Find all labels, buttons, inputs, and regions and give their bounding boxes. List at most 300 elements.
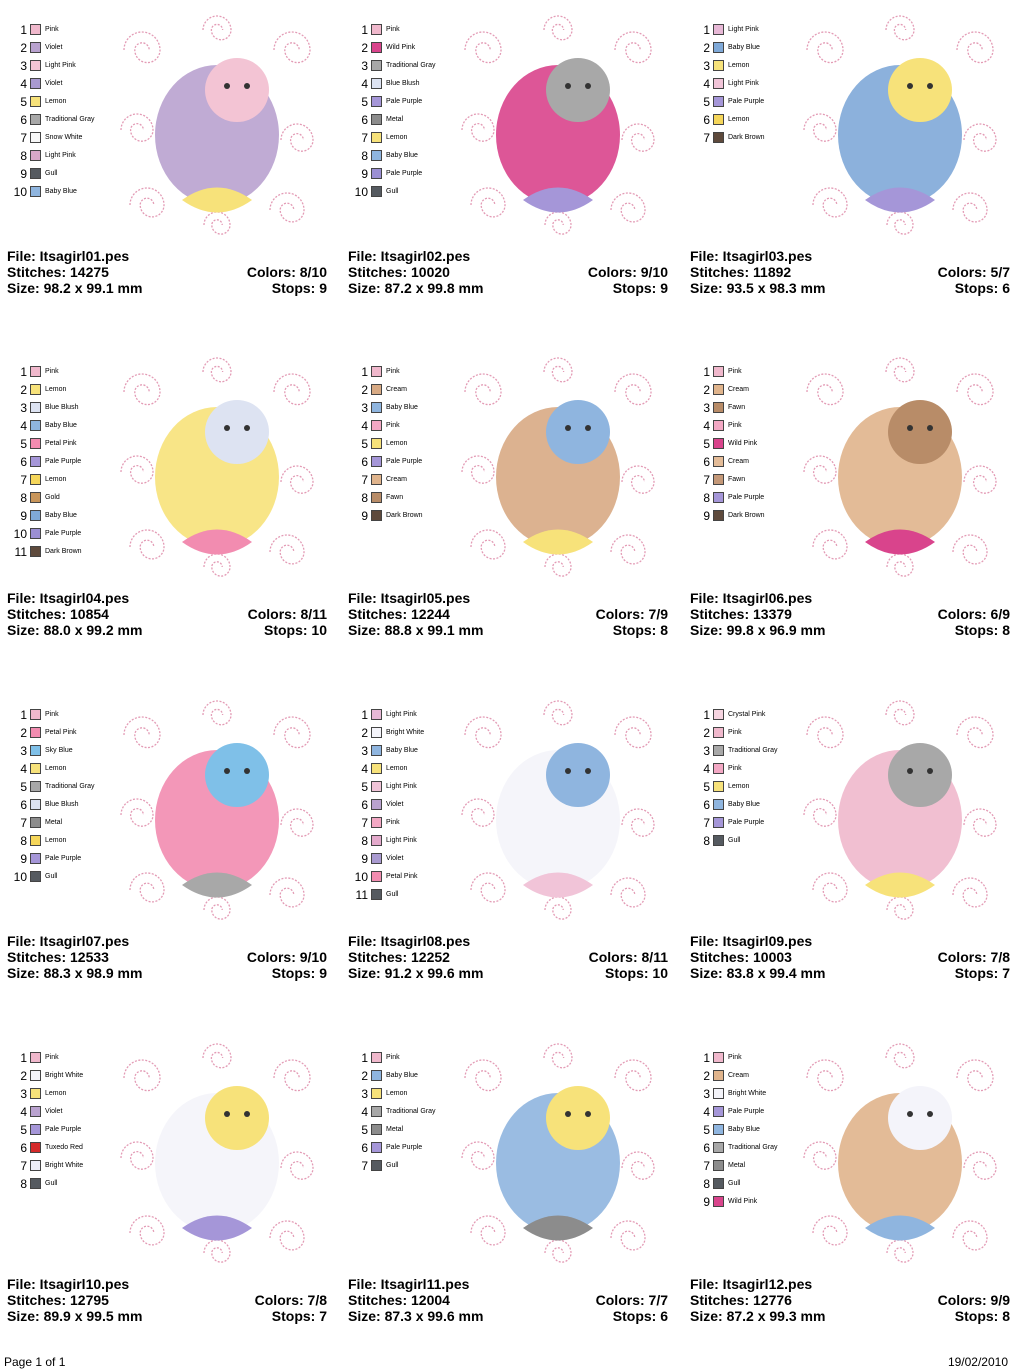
- thread-name: Pale Purple: [386, 98, 423, 105]
- thread-color-row: [8, 797, 128, 815]
- thread-color-row: [691, 40, 811, 58]
- color-count: Colors: 5/7: [937, 264, 1010, 280]
- kitten-hearts-icon: [795, 695, 1005, 925]
- thread-name: Metal: [728, 1162, 746, 1169]
- thread-index: 4: [703, 762, 710, 776]
- thread-name: Baby Blue: [728, 801, 760, 808]
- thread-color-row: [691, 779, 811, 797]
- thread-swatch: [371, 1160, 382, 1171]
- thread-index: 4: [20, 77, 27, 91]
- thread-name: Pale Purple: [45, 458, 82, 465]
- thread-name: Violet: [45, 80, 63, 87]
- thread-color-row: [8, 472, 128, 490]
- thread-index: 6: [703, 455, 710, 469]
- thread-name: Bright White: [386, 729, 425, 736]
- thread-index: 6: [703, 798, 710, 812]
- thread-color-row: [349, 364, 469, 382]
- thread-color-row: [8, 166, 128, 184]
- thread-color-row: [349, 436, 469, 454]
- thread-index: 8: [703, 491, 710, 505]
- thread-name: Pale Purple: [728, 494, 765, 501]
- stop-count: Stops: 10: [604, 965, 668, 981]
- design-card: [683, 1028, 1024, 1370]
- stop-count: Stops: 8: [954, 622, 1010, 638]
- thread-swatch: [30, 871, 41, 882]
- thread-index: 5: [20, 95, 27, 109]
- thread-color-row: [349, 22, 469, 40]
- thread-index: 9: [361, 509, 368, 523]
- design-size: Size: 88.8 x 99.1 mm: [348, 622, 484, 638]
- thread-name: Crystal Pink: [728, 711, 766, 718]
- thread-color-row: [8, 851, 128, 869]
- thread-swatch: [30, 492, 41, 503]
- thread-swatch: [713, 492, 724, 503]
- thread-index: 2: [703, 1069, 710, 1083]
- thread-swatch: [30, 366, 41, 377]
- thread-swatch: [371, 150, 382, 161]
- thread-swatch: [713, 474, 724, 485]
- thread-swatch: [371, 1106, 382, 1117]
- thread-color-row: [8, 869, 128, 887]
- thread-name: Fawn: [386, 494, 404, 501]
- design-card: [341, 1028, 682, 1370]
- thread-color-row: [349, 1140, 469, 1158]
- thread-name: Baby Blue: [386, 1072, 418, 1079]
- stop-count: Stops: 9: [612, 280, 668, 296]
- thread-color-row: [349, 76, 469, 94]
- thread-swatch: [30, 745, 41, 756]
- thread-index: 8: [703, 1177, 710, 1191]
- thread-swatch: [713, 402, 724, 413]
- thread-color-row: [8, 418, 128, 436]
- design-size: Size: 87.2 x 99.8 mm: [348, 280, 484, 296]
- thread-swatch: [713, 799, 724, 810]
- thread-color-row: [8, 364, 128, 382]
- thread-index: 8: [361, 491, 368, 505]
- thread-name: Pale Purple: [728, 98, 765, 105]
- thread-swatch: [371, 492, 382, 503]
- color-count: Colors: 7/7: [595, 1292, 668, 1308]
- thread-color-row: [8, 1122, 128, 1140]
- thread-name: Gull: [386, 1162, 399, 1169]
- thread-color-row: [691, 1104, 811, 1122]
- thread-color-row: [691, 707, 811, 725]
- thread-swatch: [371, 781, 382, 792]
- thread-name: Petal Pink: [386, 873, 418, 880]
- design-size: Size: 91.2 x 99.6 mm: [348, 965, 484, 981]
- thread-color-row: [349, 833, 469, 851]
- thread-index: 7: [20, 1159, 27, 1173]
- thread-index: 2: [20, 383, 27, 397]
- thread-color-row: [349, 869, 469, 887]
- color-count: Colors: 9/9: [937, 1292, 1010, 1308]
- thread-color-row: [349, 382, 469, 400]
- thread-name: Fawn: [728, 476, 746, 483]
- thread-index: 1: [20, 708, 27, 722]
- thread-index: 8: [703, 834, 710, 848]
- thread-name: Light Pink: [728, 80, 759, 87]
- thread-swatch: [713, 366, 724, 377]
- thread-index: 8: [361, 149, 368, 163]
- thread-name: Dark Brown: [728, 512, 765, 519]
- thread-index: 4: [20, 1105, 27, 1119]
- file-name: File: Itsagirl01.pes: [7, 248, 130, 264]
- thread-color-row: [691, 472, 811, 490]
- thread-index: 9: [20, 852, 27, 866]
- thread-color-row: [691, 490, 811, 508]
- thread-color-row: [691, 418, 811, 436]
- thread-name: Petal Pink: [45, 440, 77, 447]
- thread-name: Traditional Gray: [386, 1108, 436, 1115]
- thread-name: Wild Pink: [728, 1198, 758, 1205]
- thread-name: Pink: [45, 26, 59, 33]
- thread-index: 2: [703, 726, 710, 740]
- thread-index: 10: [13, 870, 27, 884]
- thread-color-row: [691, 22, 811, 40]
- thread-swatch: [371, 438, 382, 449]
- thread-color-row: [349, 508, 469, 526]
- thread-name: Lemon: [728, 62, 750, 69]
- thread-index: 6: [20, 1141, 27, 1155]
- thread-index: 9: [20, 509, 27, 523]
- chick-heart-icon: [795, 10, 1005, 240]
- thread-name: Lemon: [386, 134, 408, 141]
- thread-swatch: [30, 817, 41, 828]
- thread-index: 4: [20, 762, 27, 776]
- thread-index: 7: [703, 1159, 710, 1173]
- thread-color-row: [8, 58, 128, 76]
- thread-name: Dark Brown: [386, 512, 423, 519]
- thread-index: 4: [703, 419, 710, 433]
- file-name: File: Itsagirl12.pes: [690, 1276, 813, 1292]
- thread-index: 2: [20, 1069, 27, 1083]
- thread-swatch: [30, 384, 41, 395]
- thread-swatch: [371, 366, 382, 377]
- stop-count: Stops: 10: [263, 622, 327, 638]
- thread-index: 9: [703, 1195, 710, 1209]
- thread-name: Sky Blue: [45, 747, 73, 754]
- thread-index: 9: [20, 167, 27, 181]
- thread-index: 6: [361, 1141, 368, 1155]
- thread-color-row: [8, 382, 128, 400]
- thread-color-row: [691, 1140, 811, 1158]
- design-size: Size: 88.3 x 98.9 mm: [7, 965, 143, 981]
- thread-color-row: [8, 743, 128, 761]
- thread-swatch: [713, 438, 724, 449]
- thread-color-row: [691, 364, 811, 382]
- thread-swatch: [713, 78, 724, 89]
- thread-color-row: [349, 761, 469, 779]
- thread-name: Traditional Gray: [45, 783, 95, 790]
- thread-name: Pink: [386, 368, 400, 375]
- thread-index: 6: [20, 455, 27, 469]
- thread-index: 6: [361, 455, 368, 469]
- thread-color-row: [349, 148, 469, 166]
- moon-chick-icon: [112, 1038, 322, 1268]
- thread-name: Gull: [45, 1180, 58, 1187]
- thread-color-row: [691, 725, 811, 743]
- thread-name: Bright White: [728, 1090, 767, 1097]
- thread-color-row: [8, 436, 128, 454]
- thread-index: 5: [703, 95, 710, 109]
- thread-swatch: [30, 24, 41, 35]
- thread-index: 3: [20, 744, 27, 758]
- thread-swatch: [713, 835, 724, 846]
- thread-name: Baby Blue: [386, 152, 418, 159]
- bunny-pacifier-icon: [453, 1038, 663, 1268]
- thread-swatch: [30, 853, 41, 864]
- thread-color-row: [691, 130, 811, 148]
- thread-swatch: [713, 384, 724, 395]
- thread-index: 5: [361, 1123, 368, 1137]
- thread-name: Lemon: [45, 1090, 67, 1097]
- thread-name: Traditional Gray: [728, 1144, 778, 1151]
- thread-name: Baby Blue: [45, 512, 77, 519]
- thread-color-row: [691, 508, 811, 526]
- stitch-count: Stitches: 12776: [690, 1292, 792, 1308]
- thread-name: Dark Brown: [45, 548, 82, 555]
- thread-swatch: [30, 799, 41, 810]
- stitch-count: Stitches: 10854: [7, 606, 109, 622]
- thread-index: 2: [361, 726, 368, 740]
- thread-swatch: [371, 456, 382, 467]
- thread-swatch: [371, 168, 382, 179]
- thread-name: Light Pink: [45, 62, 76, 69]
- thread-color-row: [8, 184, 128, 202]
- thread-name: Pink: [728, 1054, 742, 1061]
- thread-swatch: [371, 24, 382, 35]
- thread-name: Traditional Gray: [386, 62, 436, 69]
- stitch-count: Stitches: 11892: [690, 264, 792, 280]
- file-name: File: Itsagirl02.pes: [348, 248, 471, 264]
- puppy-banner-icon: [795, 352, 1005, 582]
- thread-index: 6: [361, 113, 368, 127]
- thread-swatch: [30, 546, 41, 557]
- thread-index: 7: [361, 131, 368, 145]
- thread-name: Baby Blue: [728, 44, 760, 51]
- thread-color-row: [8, 815, 128, 833]
- thread-index: 4: [703, 1105, 710, 1119]
- thread-name: Baby Blue: [45, 188, 77, 195]
- thread-swatch: [713, 1088, 724, 1099]
- thread-name: Pink: [728, 765, 742, 772]
- thread-index: 2: [703, 383, 710, 397]
- thread-name: Wild Pink: [386, 44, 416, 51]
- thread-name: Lemon: [45, 98, 67, 105]
- thread-swatch: [371, 835, 382, 846]
- thread-swatch: [371, 853, 382, 864]
- thread-name: Blue Blush: [45, 801, 79, 808]
- design-size: Size: 93.5 x 98.3 mm: [690, 280, 826, 296]
- thread-swatch: [30, 1088, 41, 1099]
- thread-swatch: [371, 745, 382, 756]
- file-name: File: Itsagirl09.pes: [690, 933, 813, 949]
- thread-swatch: [713, 1070, 724, 1081]
- thread-swatch: [713, 1196, 724, 1207]
- thread-name: Light Pink: [45, 152, 76, 159]
- thread-color-row: [691, 400, 811, 418]
- thread-index: 7: [703, 473, 710, 487]
- stitch-count: Stitches: 14275: [7, 264, 109, 280]
- thread-name: Violet: [386, 855, 404, 862]
- thread-swatch: [713, 114, 724, 125]
- thread-color-row: [691, 454, 811, 472]
- thread-name: Pink: [45, 711, 59, 718]
- thread-swatch: [30, 1142, 41, 1153]
- thread-swatch: [713, 96, 724, 107]
- thread-swatch: [371, 60, 382, 71]
- thread-swatch: [30, 60, 41, 71]
- thread-name: Metal: [386, 1126, 404, 1133]
- thread-index: 5: [703, 780, 710, 794]
- thread-color-row: [8, 22, 128, 40]
- thread-color-row: [8, 707, 128, 725]
- thread-name: Bright White: [45, 1072, 84, 1079]
- thread-color-row: [691, 76, 811, 94]
- thread-index: 3: [361, 1087, 368, 1101]
- thread-swatch: [371, 799, 382, 810]
- thread-index: 6: [703, 1141, 710, 1155]
- thread-swatch: [713, 745, 724, 756]
- thread-index: 10: [354, 185, 368, 199]
- thread-index: 4: [361, 762, 368, 776]
- thread-name: Metal: [386, 116, 404, 123]
- thread-index: 1: [361, 708, 368, 722]
- thread-name: Cream: [728, 386, 750, 393]
- thread-name: Lemon: [45, 476, 67, 483]
- thread-name: Pink: [728, 729, 742, 736]
- thread-color-row: [8, 94, 128, 112]
- thread-color-row: [349, 418, 469, 436]
- thread-name: Pale Purple: [386, 1144, 423, 1151]
- design-size: Size: 99.8 x 96.9 mm: [690, 622, 826, 638]
- thread-color-row: [349, 40, 469, 58]
- thread-swatch: [30, 150, 41, 161]
- thread-color-row: [691, 815, 811, 833]
- thread-color-row: [349, 1068, 469, 1086]
- thread-swatch: [371, 132, 382, 143]
- thread-color-row: [349, 490, 469, 508]
- thread-color-row: [8, 725, 128, 743]
- thread-index: 7: [361, 473, 368, 487]
- thread-color-row: [8, 508, 128, 526]
- thread-name: Baby Blue: [386, 747, 418, 754]
- thread-swatch: [371, 420, 382, 431]
- thread-name: Wild Pink: [728, 440, 758, 447]
- design-size: Size: 89.9 x 99.5 mm: [7, 1308, 143, 1324]
- thread-color-row: [8, 544, 128, 562]
- thread-color-row: [8, 112, 128, 130]
- thread-swatch: [371, 763, 382, 774]
- thread-index: 7: [20, 473, 27, 487]
- thread-index: 5: [703, 437, 710, 451]
- thread-index: 5: [361, 780, 368, 794]
- thread-index: 1: [703, 708, 710, 722]
- thread-swatch: [371, 510, 382, 521]
- thread-index: 10: [354, 870, 368, 884]
- thread-swatch: [30, 1124, 41, 1135]
- color-count: Colors: 7/8: [254, 1292, 327, 1308]
- thread-index: 6: [361, 798, 368, 812]
- color-count: Colors: 8/11: [247, 606, 327, 622]
- thread-swatch: [371, 78, 382, 89]
- design-card: [0, 685, 341, 1027]
- thread-index: 1: [703, 365, 710, 379]
- thread-name: Cream: [386, 386, 408, 393]
- thread-name: Pink: [386, 26, 400, 33]
- thread-name: Gull: [386, 891, 399, 898]
- thread-index: 2: [361, 1069, 368, 1083]
- file-name: File: Itsagirl03.pes: [690, 248, 813, 264]
- thread-color-row: [8, 130, 128, 148]
- thread-name: Cream: [728, 1072, 750, 1079]
- thread-color-row: [349, 887, 469, 905]
- thread-swatch: [371, 1070, 382, 1081]
- thread-index: 7: [361, 1159, 368, 1173]
- thread-index: 3: [703, 401, 710, 415]
- thread-name: Pale Purple: [728, 1108, 765, 1115]
- thread-index: 7: [361, 816, 368, 830]
- design-card: [341, 0, 682, 342]
- design-size: Size: 98.2 x 99.1 mm: [7, 280, 143, 296]
- thread-index: 11: [14, 545, 27, 559]
- thread-index: 1: [20, 365, 27, 379]
- thread-swatch: [30, 96, 41, 107]
- thread-name: Snow White: [45, 134, 83, 141]
- stitch-count: Stitches: 13379: [690, 606, 792, 622]
- thread-swatch: [371, 42, 382, 53]
- thread-index: 3: [20, 401, 27, 415]
- thread-color-row: [691, 1122, 811, 1140]
- thread-index: 6: [703, 113, 710, 127]
- thread-swatch: [713, 1124, 724, 1135]
- thread-swatch: [30, 1178, 41, 1189]
- thread-color-row: [8, 526, 128, 544]
- stop-count: Stops: 8: [612, 622, 668, 638]
- thread-color-row: [8, 76, 128, 94]
- thread-name: Lemon: [45, 765, 67, 772]
- design-card: [683, 342, 1024, 684]
- thread-swatch: [30, 402, 41, 413]
- thread-color-row: [349, 184, 469, 202]
- thread-swatch: [30, 168, 41, 179]
- stop-count: Stops: 6: [612, 1308, 668, 1324]
- stitch-count: Stitches: 12004: [348, 1292, 450, 1308]
- thread-swatch: [30, 474, 41, 485]
- thread-name: Gull: [386, 188, 399, 195]
- thread-color-row: [8, 454, 128, 472]
- thread-name: Pale Purple: [386, 458, 423, 465]
- thread-index: 1: [361, 23, 368, 37]
- thread-swatch: [713, 510, 724, 521]
- thread-name: Gull: [45, 873, 58, 880]
- thread-name: Metal: [45, 819, 63, 826]
- thread-index: 3: [20, 1087, 27, 1101]
- thread-name: Pink: [45, 1054, 59, 1061]
- koala-balloon-icon: [453, 10, 663, 240]
- thread-index: 11: [355, 888, 368, 902]
- thread-swatch: [371, 384, 382, 395]
- file-name: File: Itsagirl06.pes: [690, 590, 813, 606]
- thread-index: 2: [703, 41, 710, 55]
- thread-name: Violet: [386, 801, 404, 808]
- file-name: File: Itsagirl10.pes: [7, 1276, 130, 1292]
- thread-swatch: [371, 709, 382, 720]
- color-count: Colors: 6/9: [937, 606, 1010, 622]
- thread-index: 8: [20, 1177, 27, 1191]
- thread-index: 1: [20, 1051, 27, 1065]
- thread-index: 6: [20, 798, 27, 812]
